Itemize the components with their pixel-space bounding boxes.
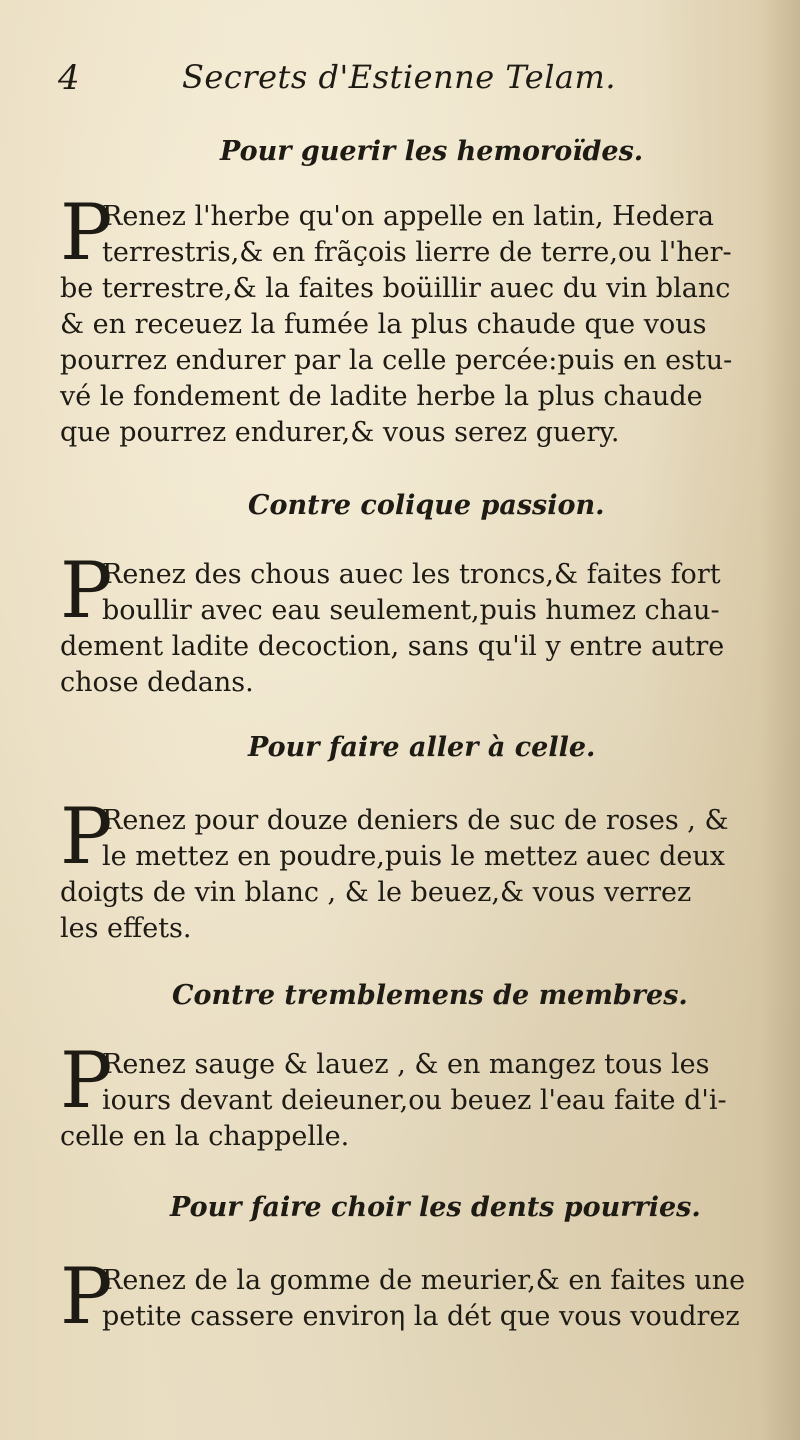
text-line: dement ladite decoction, sans qu'il y entre autre — [60, 631, 725, 662]
running-head — [58, 52, 617, 104]
text-line: doigts de vin blanc , & le beuez,& vous verrez — [60, 877, 692, 908]
text-line: le mettez en poudre,puis le mettez auec deux — [102, 841, 725, 872]
page-number: 4 — [58, 58, 80, 98]
recipe-trembling — [60, 980, 740, 1160]
running-title: Secrets d'Estienne Telam. — [182, 58, 617, 96]
recipe-rotten-teeth — [60, 1192, 746, 1352]
text-line: Renez de la gomme de meurier,& en faites une — [102, 1265, 746, 1296]
section-heading: Contre tremblemens de membres. — [172, 980, 688, 1011]
text-line: Renez l'herbe qu'on appelle en latin, Hedera — [102, 201, 714, 232]
drop-cap: P — [60, 1252, 113, 1342]
section-paragraph — [60, 546, 740, 708]
section-paragraph — [60, 188, 740, 460]
text-line: iours devant deieuner,ou beuez l'eau faite d'i- — [102, 1085, 727, 1116]
section-paragraph — [60, 1252, 746, 1344]
text-line: pourrez endurer par la celle percée:puis en estu- — [60, 345, 733, 376]
page-edge-shadow — [760, 0, 800, 1440]
text-line: que pourrez endurer,& vous serez guery. — [60, 417, 620, 448]
section-paragraph — [60, 1036, 740, 1162]
section-heading: Contre colique passion. — [248, 490, 605, 521]
recipe-stool — [60, 732, 740, 952]
text-line: Renez sauge & lauez , & en mangez tous les — [102, 1049, 710, 1080]
text-line: boullir avec eau seulement,puis humez chau- — [102, 595, 720, 626]
text-line: chose dedans. — [60, 667, 254, 698]
text-line: terrestris,& en frãçois lierre de terre,ou l'her- — [102, 237, 732, 268]
section-paragraph — [60, 792, 740, 954]
section-heading: Pour faire aller à celle. — [248, 732, 596, 763]
recipe-hemorrhoids — [60, 136, 740, 466]
section-heading: Pour faire choir les dents pourries. — [170, 1192, 701, 1223]
drop-cap: P — [60, 546, 113, 636]
text-line: Renez pour douze deniers de suc de roses , & — [102, 805, 729, 836]
text-line: petite casserе enviroη la dét que vous voudrez — [102, 1301, 740, 1332]
recipe-colic — [60, 490, 740, 710]
text-line: vé le fondement de ladite herbe la plus chaude — [60, 381, 703, 412]
text-line: celle en la chappelle. — [60, 1121, 350, 1152]
text-line: Renez des chous auec les troncs,& faites fort — [102, 559, 721, 590]
drop-cap: P — [60, 188, 113, 278]
section-heading: Pour guerir les hemoroïdes. — [220, 136, 644, 167]
text-line: les effets. — [60, 913, 192, 944]
drop-cap: P — [60, 792, 113, 882]
text-line: be terrestre,& la faites boüillir auec du vin blanc — [60, 273, 731, 304]
text-line: & en receuez la fumée la plus chaude que vous — [60, 309, 707, 340]
drop-cap: P — [60, 1036, 113, 1126]
